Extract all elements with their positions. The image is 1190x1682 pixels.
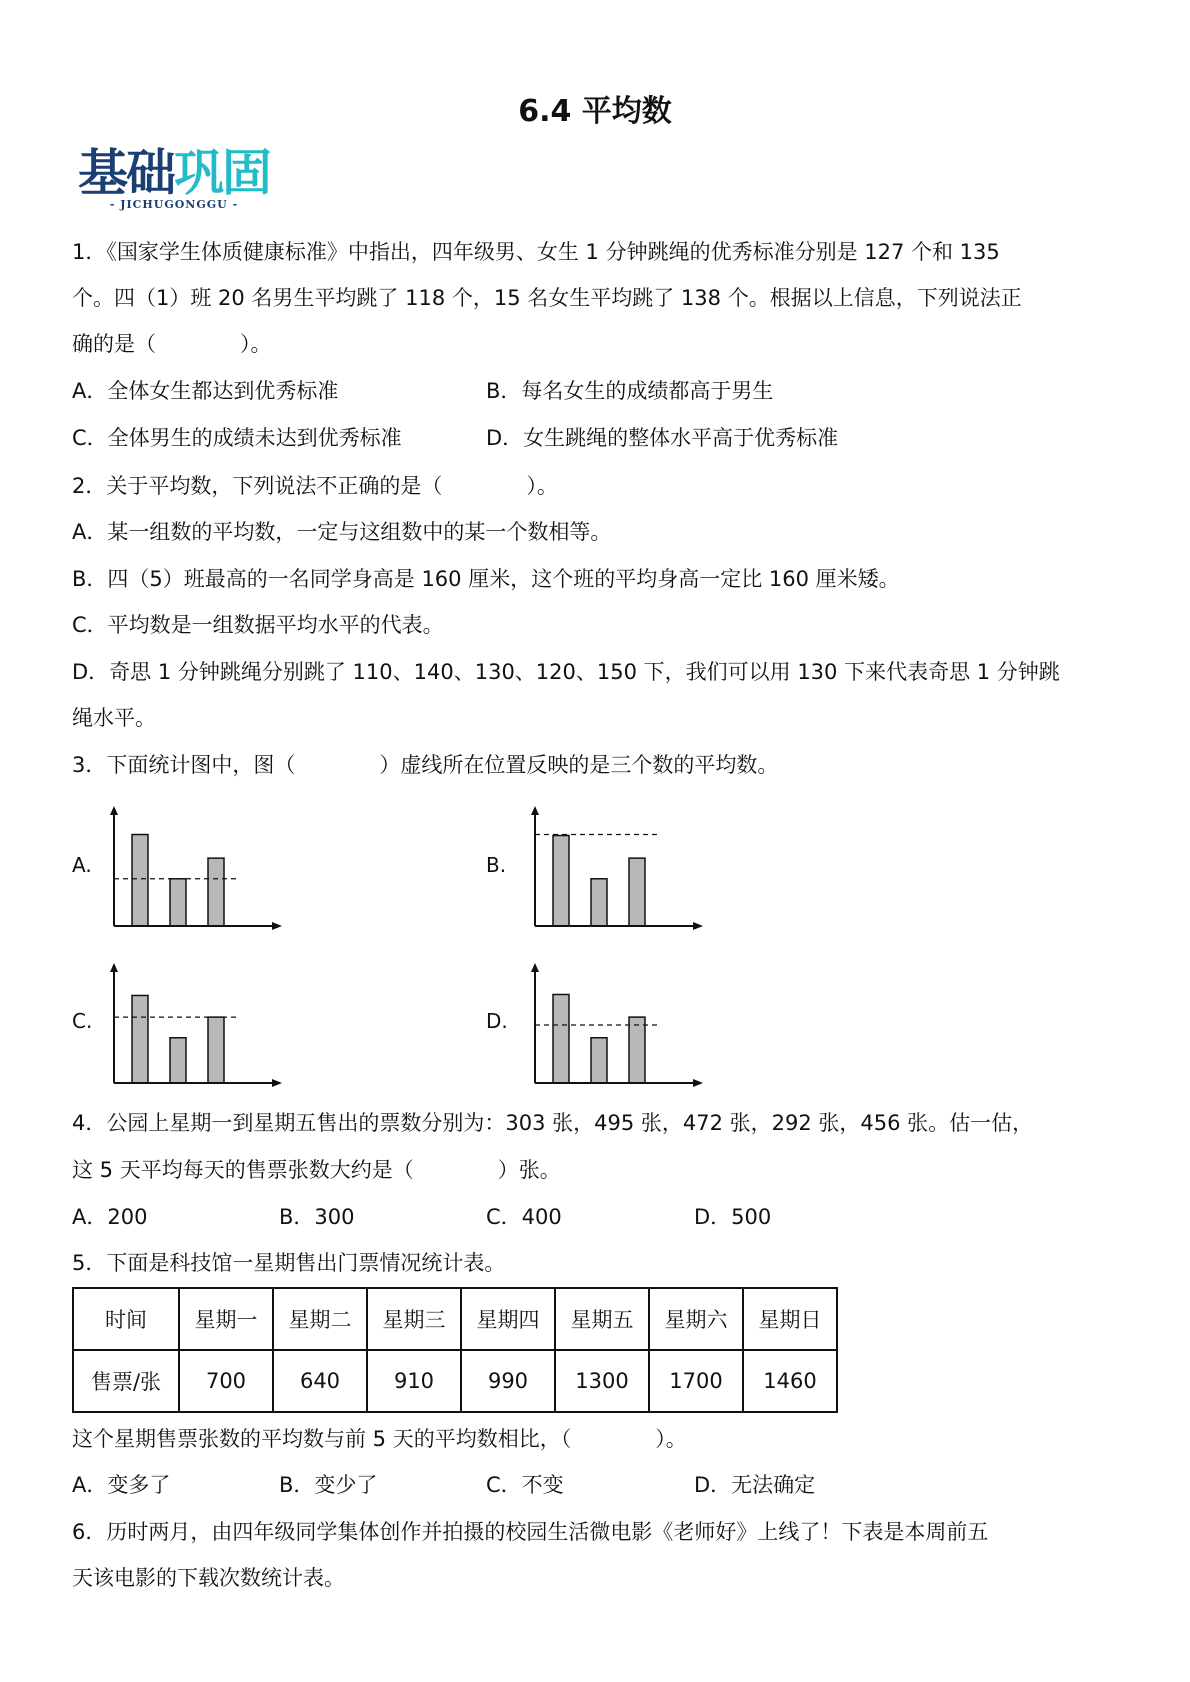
table-cell: 星期三 [367, 1288, 461, 1350]
bar [132, 995, 148, 1083]
q2-option-b: B．四（5）班最高的一名同学身高是 160 厘米，这个班的平均身高一定比 160 厘米矮。 [72, 567, 900, 591]
q5-question: 这个星期售票张数的平均数与前 5 天的平均数相比，（ ）。 [72, 1427, 687, 1451]
q1-option-d: D．女生跳绳的整体水平高于优秀标准 [486, 426, 839, 450]
table-cell: 1300 [555, 1350, 649, 1412]
bar [208, 858, 224, 926]
bar [591, 1038, 607, 1083]
table-header-row [73, 1288, 837, 1350]
q4-option-d: D．500 [694, 1205, 772, 1229]
table-cell: 星期五 [555, 1288, 649, 1350]
q4-line: 这 5 天平均每天的售票张数大约是（ ）张。 [72, 1158, 561, 1182]
chart-c-label: C. [72, 1009, 93, 1033]
table-cell: 星期四 [461, 1288, 555, 1350]
q1-line: 1．《国家学生体质健康标准》中指出，四年级男、女生 1 分钟跳绳的优秀标准分别是 127 个和 135 [72, 240, 1000, 264]
table-cell: 910 [367, 1350, 461, 1412]
bar [170, 879, 186, 926]
bar [132, 835, 148, 926]
q1-option-b: B．每名女生的成绩都高于男生 [486, 379, 774, 403]
bar [208, 1017, 224, 1083]
q6-line: 6．历时两月，由四年级同学集体创作并拍摄的校园生活微电影《老师好》上线了！下表是本周前五 [72, 1520, 989, 1544]
q1-line: 确的是（ ）。 [72, 332, 272, 356]
q5-option-a: A．变多了 [72, 1473, 171, 1497]
q5-option-c: C．不变 [486, 1473, 564, 1497]
q2-option-c: C．平均数是一组数据平均水平的代表。 [72, 613, 444, 637]
q2-stem: 2．关于平均数，下列说法不正确的是（ ）。 [72, 474, 558, 498]
table-cell: 时间 [73, 1288, 179, 1350]
bar [553, 994, 569, 1083]
x-axis-arrow-icon [272, 1079, 282, 1087]
logo-part2: 巩固 [174, 144, 270, 202]
bar-chart-d [529, 957, 709, 1089]
bar [170, 1038, 186, 1083]
y-axis-arrow-icon [110, 963, 118, 972]
table-cell: 星期一 [179, 1288, 273, 1350]
x-axis-arrow-icon [693, 922, 703, 930]
section-logo [78, 146, 270, 211]
q1-line: 个。四（1）班 20 名男生平均跳了 118 个，15 名女生平均跳了 138 个。根据以上信息，下列说法正 [72, 286, 1022, 310]
q2-option-d-cont: 绳水平。 [72, 706, 156, 730]
q5-stem: 5．下面是科技馆一星期售出门票情况统计表。 [72, 1251, 506, 1275]
y-axis-arrow-icon [531, 963, 539, 972]
bar-chart-a [108, 800, 288, 932]
chart-b-label: B. [486, 853, 507, 877]
q4-option-c: C．400 [486, 1205, 562, 1229]
table-cell: 星期日 [743, 1288, 837, 1350]
q2-option-a: A．某一组数的平均数，一定与这组数中的某一个数相等。 [72, 520, 612, 544]
q4-option-a: A．200 [72, 1205, 148, 1229]
bar [591, 879, 607, 926]
x-axis-arrow-icon [272, 922, 282, 930]
bar [629, 1017, 645, 1083]
table-cell: 售票/张 [73, 1350, 179, 1412]
page-title: 6.4 平均数 [518, 94, 672, 129]
table-cell: 1460 [743, 1350, 837, 1412]
chart-d-label: D. [486, 1009, 508, 1033]
bar [553, 836, 569, 926]
q1-option-a: A．全体女生都达到优秀标准 [72, 379, 339, 403]
table-cell: 700 [179, 1350, 273, 1412]
q1-option-c: C．全体男生的成绩未达到优秀标准 [72, 426, 402, 450]
bar-chart-b [529, 800, 709, 932]
q6-line: 天该电影的下载次数统计表。 [72, 1566, 345, 1590]
logo-part1: 基础 [78, 144, 174, 202]
table-cell: 990 [461, 1350, 555, 1412]
q5-option-b: B．变少了 [279, 1473, 378, 1497]
table-cell: 640 [273, 1350, 367, 1412]
bar-chart-c [108, 957, 288, 1089]
ticket-table [72, 1287, 838, 1413]
x-axis-arrow-icon [693, 1079, 703, 1087]
table-cell: 星期二 [273, 1288, 367, 1350]
table-row [73, 1350, 837, 1412]
q5-option-d: D．无法确定 [694, 1473, 816, 1497]
q4-line: 4．公园上星期一到星期五售出的票数分别为：303 张，495 张，472 张，292 张，456 张。估一估， [72, 1111, 1034, 1135]
y-axis-arrow-icon [110, 806, 118, 815]
chart-a-label: A. [72, 853, 92, 877]
y-axis-arrow-icon [531, 806, 539, 815]
q2-option-d: D．奇思 1 分钟跳绳分别跳了 110、140、130、120、150 下，我们可以用 130 下来代表奇思 1 分钟跳 [72, 660, 1060, 684]
table-cell: 1700 [649, 1350, 743, 1412]
q4-option-b: B．300 [279, 1205, 355, 1229]
q3-stem: 3．下面统计图中，图（ ）虚线所在位置反映的是三个数的平均数。 [72, 753, 779, 777]
logo-subtitle: - JICHUGONGGU - [109, 198, 239, 211]
bar [629, 858, 645, 926]
table-cell: 星期六 [649, 1288, 743, 1350]
